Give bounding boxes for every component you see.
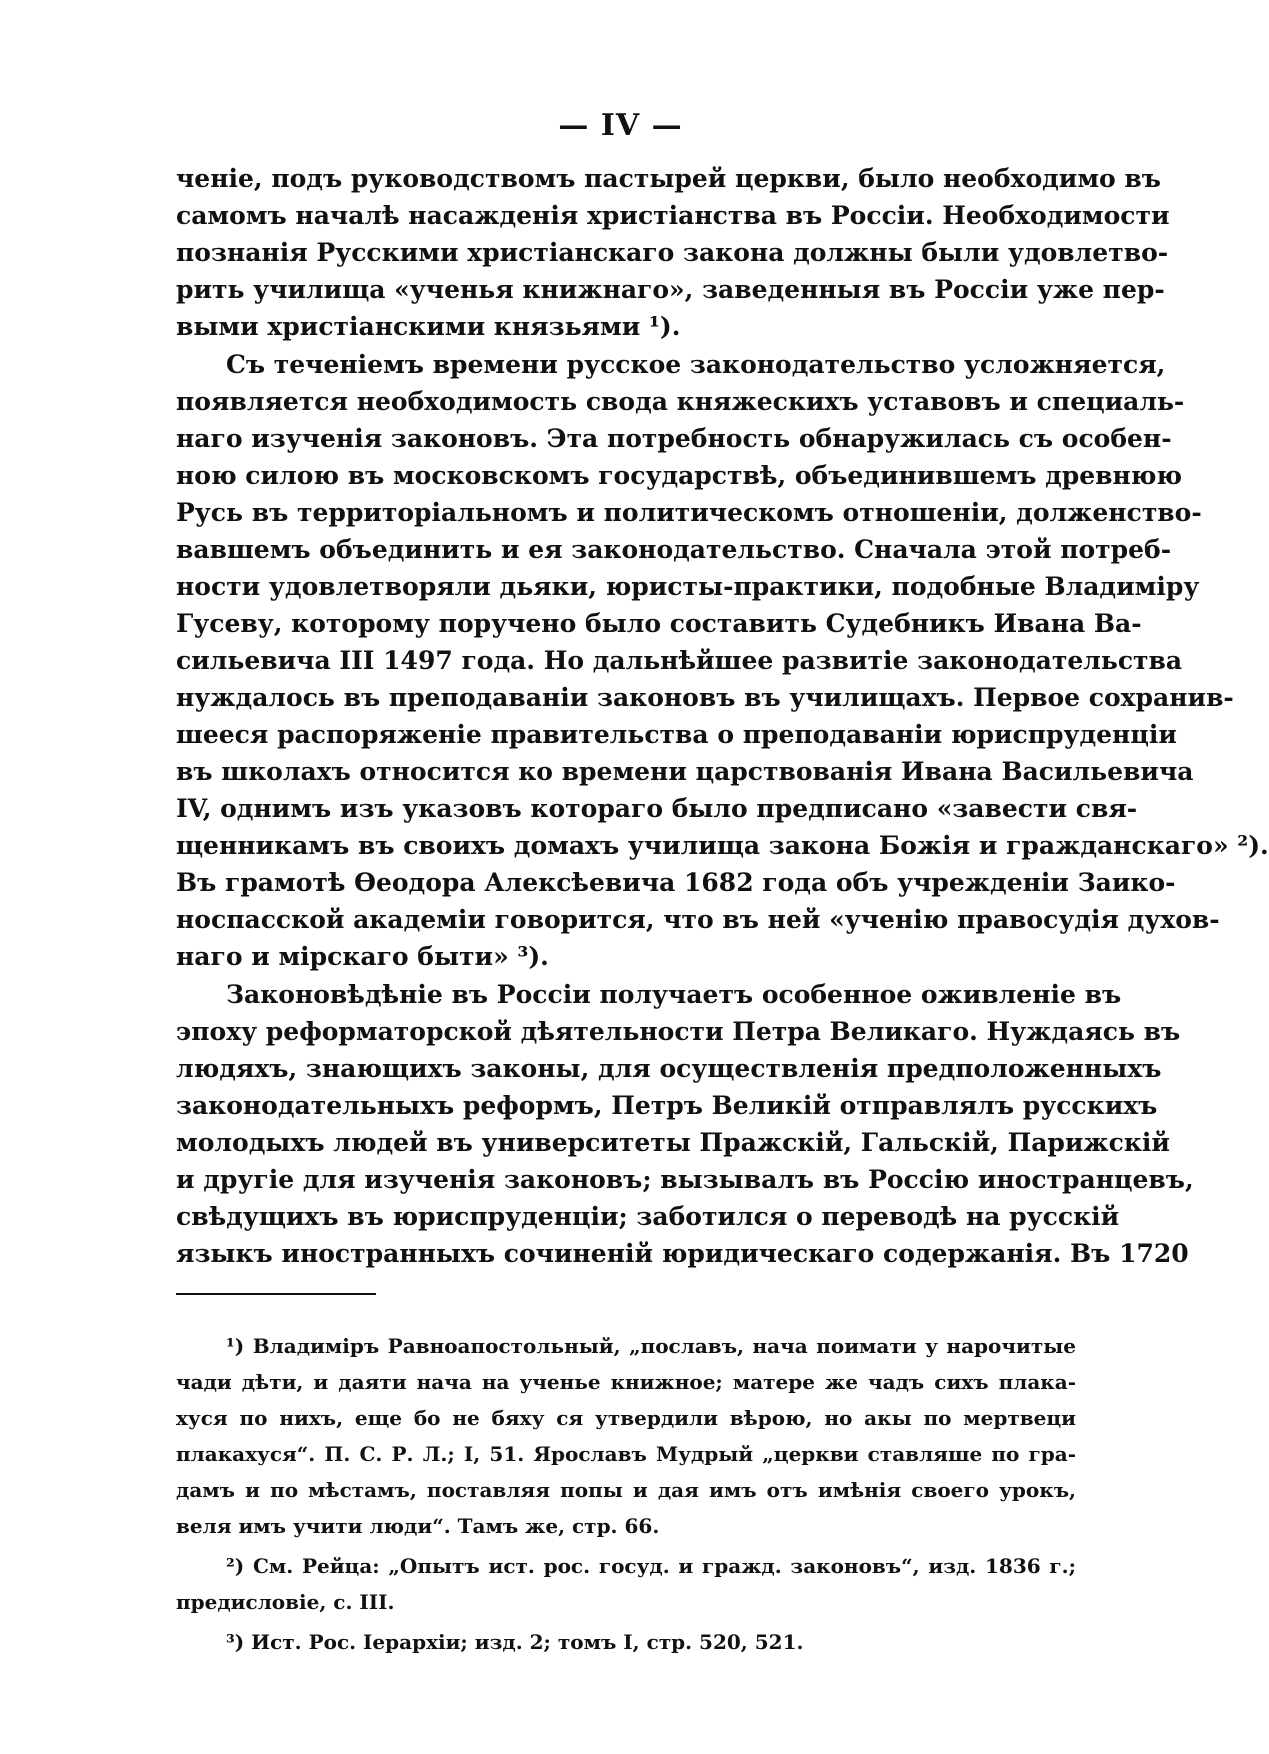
- text-line: ности удовлетворяли дьяки, юристы-практики, подобные Владиміру: [176, 572, 1200, 601]
- footnote-line: ²) См. Рейца: „Опытъ ист. рос. госуд. и гражд. законовъ“, изд. 1836 г.;: [226, 1554, 1076, 1578]
- text-line: людяхъ, знающихъ законы, для осуществленія предположенныхъ: [176, 1054, 1162, 1083]
- text-line: появляется необходимость свода княжескихъ уставовъ и специаль-: [176, 387, 1185, 416]
- body-text: [176, 160, 1269, 1273]
- text-line: щенникамъ въ своихъ домахъ училища закона Божія и гражданскаго» ²).: [176, 831, 1269, 860]
- text-line: шееся распоряженіе правительства о преподаваніи юриспруденціи: [176, 720, 1177, 749]
- footnote-divider: [176, 1293, 376, 1295]
- paragraph-1: [176, 160, 1170, 345]
- footnote-line: веля имъ учити люди“. Тамъ же, стр. 66.: [176, 1514, 660, 1538]
- footnote-line: плакахуся“. П. С. Р. Л.; I, 51. Ярославъ Мудрый „церкви ставляше по гра-: [176, 1442, 1076, 1466]
- paragraph-2: [176, 346, 1269, 975]
- footnotes: [176, 1328, 1076, 1664]
- text-line: самомъ началѣ насажденія христіанства въ Россіи. Необходимости: [176, 201, 1170, 230]
- text-line: въ школахъ относится ко времени царствованія Ивана Васильевича: [176, 757, 1194, 786]
- text-line: эпоху реформаторской дѣятельности Петра Великаго. Нуждаясь въ: [176, 1017, 1181, 1046]
- text-line: языкъ иностранныхъ сочиненій юридическаго содержанія. Въ 1720: [176, 1239, 1189, 1268]
- footnote-line: ³) Ист. Рос. Іерархіи; изд. 2; томъ I, стр. 520, 521.: [226, 1630, 804, 1654]
- text-line: ною силою въ московскомъ государствѣ, объединившемъ древнюю: [176, 461, 1183, 490]
- text-line: вавшемъ объединить и ея законодательство. Сначала этой потреб-: [176, 535, 1172, 564]
- text-line: сильевича III 1497 года. Но дальнѣйшее развитіе законодательства: [176, 646, 1183, 675]
- footnote-line: хуся по нихъ, еще бо не бяху ся утвердили вѣрою, но акы по мертвеци: [176, 1406, 1076, 1430]
- text-line: рить училища «ученья книжнаго», заведенныя въ Россіи уже пер-: [176, 275, 1165, 304]
- text-line: носпасской академіи говорится, что въ ней «ученію правосудія духов-: [176, 905, 1220, 934]
- text-line: Русь въ территоріальномъ и политическомъ отношеніи, долженство-: [176, 498, 1202, 527]
- paragraph-3: [176, 976, 1194, 1272]
- text-line: наго изученія законовъ. Эта потребность обнаружилась съ особен-: [176, 424, 1172, 453]
- text-line: и другіе для изученія законовъ; вызывалъ въ Россію иностранцевъ,: [176, 1165, 1194, 1194]
- text-line: законодательныхъ реформъ, Петръ Великій отправлялъ русскихъ: [176, 1091, 1158, 1120]
- text-line: молодыхъ людей въ университеты Пражскій, Гальскій, Парижскій: [176, 1128, 1170, 1157]
- footnote-1: [176, 1328, 1076, 1544]
- footnote-3: [176, 1624, 1076, 1660]
- footnote-line: предисловіе, с. III.: [176, 1590, 395, 1614]
- text-line: познанія Русскими христіанскаго закона должны были удовлетво-: [176, 238, 1169, 267]
- page-number: — IV —: [558, 108, 683, 143]
- text-line: Съ теченіемъ времени русское законодательство усложняется,: [226, 350, 1166, 379]
- text-line: нуждалось въ преподаваніи законовъ въ училищахъ. Первое сохранив-: [176, 683, 1234, 712]
- footnote-2: [176, 1548, 1076, 1620]
- text-line: ченіе, подъ руководствомъ пастырей церкви, было необходимо въ: [176, 164, 1161, 193]
- text-line: свѣдущихъ въ юриспруденціи; заботился о переводѣ на русскій: [176, 1202, 1120, 1231]
- footnote-line: чади дѣти, и даяти нача на ученье книжное; матере же чадъ сихъ плака-: [176, 1370, 1076, 1394]
- text-line: наго и мірскаго быти» ³).: [176, 942, 549, 971]
- footnote-line: дамъ и по мѣстамъ, поставляя попы и дая имъ отъ имѣнія своего урокъ,: [176, 1478, 1076, 1502]
- text-line: Гусеву, которому поручено было составить Судебникъ Ивана Ва-: [176, 609, 1142, 638]
- text-line: IV, однимъ изъ указовъ котораго было предписано «завести свя-: [176, 794, 1138, 823]
- text-line: выми христіанскими князьями ¹).: [176, 312, 681, 341]
- footnote-line: ¹) Владиміръ Равноапостольный, „пославъ, нача поимати у нарочитые: [226, 1334, 1076, 1358]
- text-line: Въ грамотѣ Өеодора Алексѣевича 1682 года объ учрежденіи Заико-: [176, 868, 1176, 897]
- text-line: Законовѣдѣніе въ Россіи получаетъ особенное оживленіе въ: [226, 980, 1122, 1009]
